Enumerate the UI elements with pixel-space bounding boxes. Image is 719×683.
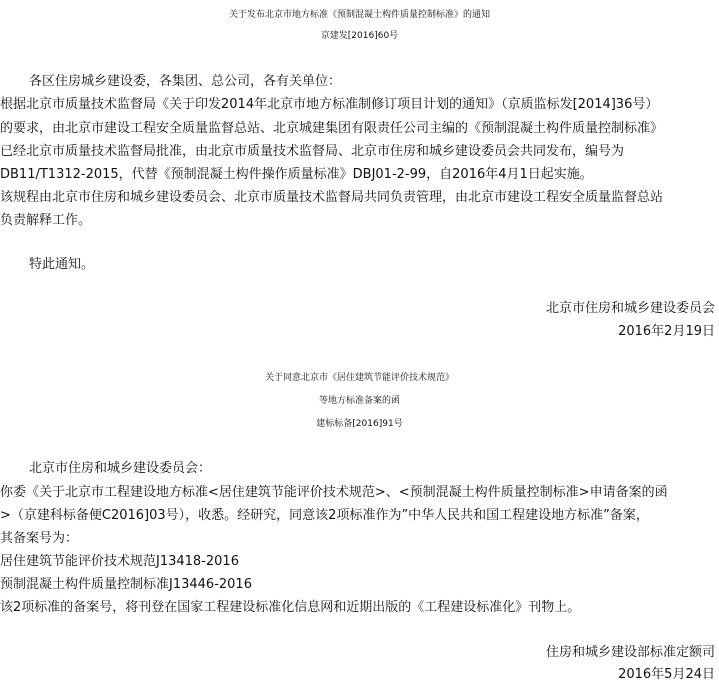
- notice2-title-line1: 关于同意北京市《居住建筑节能评价技术规范》: [264, 373, 454, 383]
- notice1-closing: 特此通知。: [29, 257, 95, 272]
- notice1-addressee: 各区住房城乡建设委，各集团、总公司，各有关单位：: [29, 74, 342, 89]
- notice2-body-line: 其备案号为：: [0, 531, 79, 546]
- notice1-body-line: 根据北京市质量技术监督局《关于印发2014年北京市地方标准制修订项目计划的通知》（京质监标发[2014]36号）: [0, 97, 659, 112]
- notice2-body-line: >（京建科标备便C2016]03号），收悉。经研究，同意该2项标准作为”中华人民共和国工程建设地方标准”备案，: [0, 508, 649, 523]
- notice2-doc-number: 建标标备[2016]91号: [316, 419, 403, 429]
- notice1-body-line: 的要求，由北京市建设工程安全质量监督总站、北京城建集团有限责任公司主编的《预制混凝土构件质量控制标准》: [0, 121, 664, 136]
- notice1-title: 关于发布北京市地方标准《预制混凝土构件质量控制标准》的通知: [228, 10, 490, 20]
- notice2-body-line: 你委《关于北京市工程建设地方标准<居住建筑节能评价技术规范>、<预制混凝土构件质量控制标准>申请备案的函: [0, 485, 668, 500]
- notice2-body-line: 预制混凝土构件质量控制标准J13446-2016: [0, 577, 252, 592]
- notice1-issuer: 北京市住房和城乡建设委员会: [545, 301, 715, 316]
- notice1-body-line: 已经北京市质量技术监督局批准，由北京市质量技术监督局、北京市住房和城乡建设委员会共同发布，编号为: [0, 144, 625, 159]
- notice1-body-line: DB11/T1312-2015，代替《预制混凝土构件操作质量标准》DBJ01-2-99，自2016年4月1日起实施。: [0, 167, 593, 182]
- notice2-addressee: 北京市住房和城乡建设委员会：: [29, 461, 212, 476]
- notice2-title-line2: 等地方标准备案的函: [318, 396, 400, 406]
- notice2-date: 2016年5月24日: [618, 667, 715, 682]
- notice1-body-line: 该规程由北京市住房和城乡建设委员会、北京市质量技术监督局共同负责管理，由北京市建设工程安全质量监督总站: [0, 190, 664, 205]
- notice1-date: 2016年2月19日: [618, 324, 715, 339]
- notice2-body-line: 居住建筑节能评价技术规范J13418-2016: [0, 554, 239, 569]
- notice2-issuer: 住房和城乡建设部标准定额司: [545, 645, 715, 660]
- notice1-body-line: 负责解释工作。: [0, 213, 92, 228]
- notice1-doc-number: 京建发[2016]60号: [320, 31, 399, 41]
- notice2-body-line: 该2项标准的备案号，将刊登在国家工程建设标准化信息网和近期出版的《工程建设标准化》刊物上。: [0, 600, 581, 615]
